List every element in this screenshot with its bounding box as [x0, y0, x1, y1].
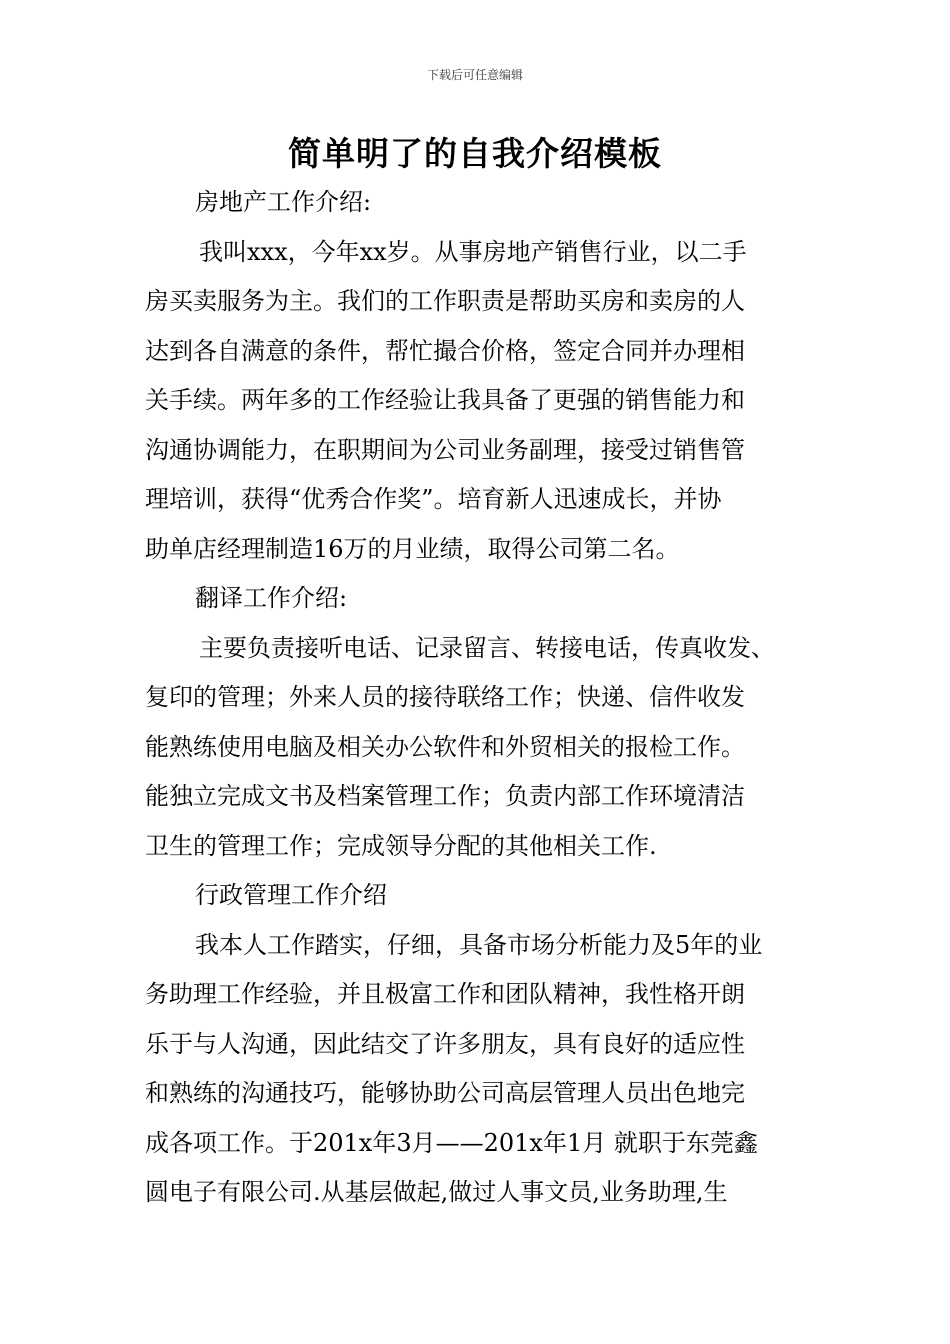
document-title: 简单明了的自我介绍模板	[288, 134, 662, 173]
paragraph-line: 我叫xxx，今年xx岁。从事房地产销售行业，以二手	[199, 237, 747, 266]
paragraph-line: 房买卖服务为主。我们的工作职责是帮助买房和卖房的人	[145, 287, 745, 315]
header-note: 下载后可任意编辑	[426, 68, 523, 82]
paragraph-line: 能熟练使用电脑及相关办公软件和外贸相关的报检工作。	[145, 732, 745, 761]
paragraph-line: 和熟练的沟通技巧，能够协助公司高层管理人员出色地完	[145, 1079, 745, 1107]
paragraph-line: 复印的管理；外来人员的接待联络工作；快递、信件收发	[145, 683, 745, 711]
paragraph-line: 达到各自满意的条件，帮忙撮合价格，签定合同并办理相	[145, 336, 745, 365]
paragraph-line: 能独立完成文书及档案管理工作；负责内部工作环境清洁	[145, 782, 745, 810]
section-heading: 房地产工作介绍:	[195, 188, 372, 216]
paragraph-line: 理培训，获得“优秀合作奖”。培育新人迅速成长，并协	[145, 485, 722, 513]
paragraph-line: 乐于与人沟通，因此结交了许多朋友，具有良好的适应性	[145, 1029, 745, 1058]
section-heading: 行政管理工作介绍	[195, 881, 387, 909]
paragraph-line: 务助理工作经验，并且极富工作和团队精神，我性格开朗	[145, 980, 745, 1008]
paragraph-line: 关手续。两年多的工作经验让我具备了更强的销售能力和	[145, 386, 745, 414]
paragraph-line: 沟通协调能力，在职期间为公司业务副理，接受过销售管	[145, 435, 745, 464]
section-heading: 翻译工作介绍:	[195, 584, 348, 612]
paragraph-line: 主要负责接听电话、记录留言、转接电话，传真收发、	[199, 633, 775, 662]
paragraph-line: 我本人工作踏实，仔细，具备市场分析能力及5年的业	[195, 930, 763, 959]
paragraph-line: 助单店经理制造16万的月业绩，取得公司第二名。	[145, 534, 680, 563]
paragraph-line: 圆电子有限公司.从基层做起,做过人事文员,业务助理,生	[145, 1178, 728, 1206]
paragraph-line: 成各项工作。于201x年3月——201x年1月 就职于东莞鑫	[145, 1128, 758, 1157]
paragraph-line: 卫生的管理工作；完成领导分配的其他相关工作.	[145, 831, 657, 860]
document-body	[145, 178, 810, 1218]
